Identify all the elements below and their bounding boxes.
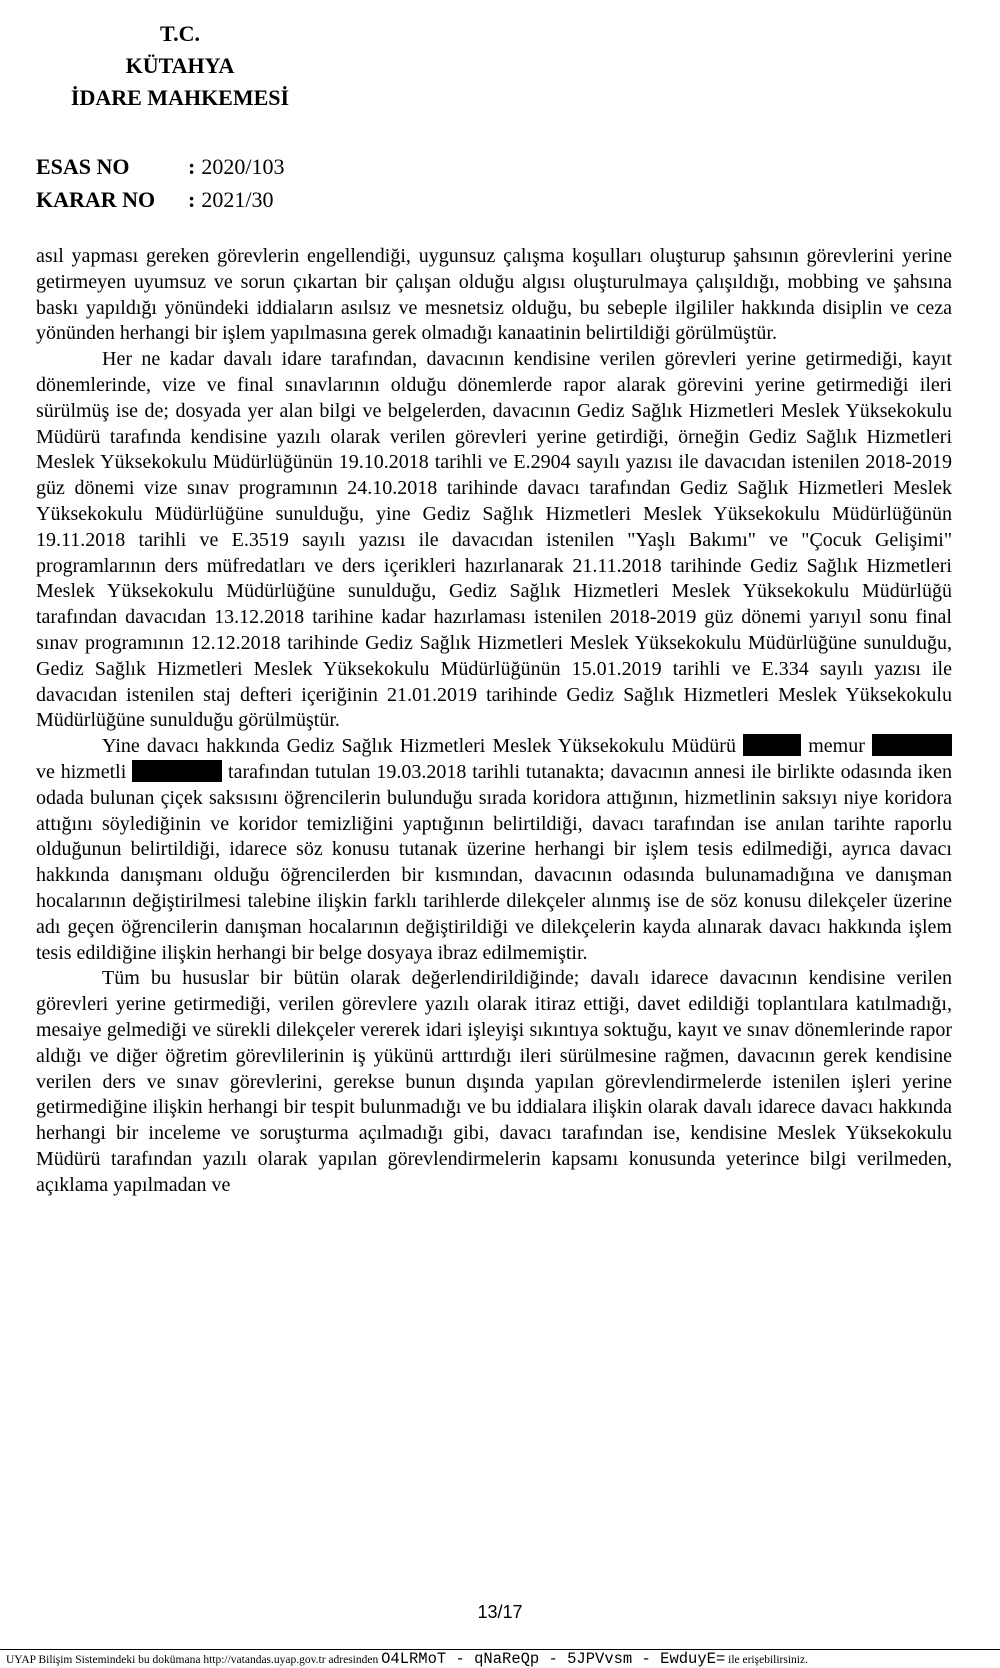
header-tc: T.C. — [160, 21, 200, 46]
paragraph-1: asıl yapması gereken görevlerin engellendiği, uygunsuz çalışma koşulları oluşturup şahsının görevlerini yerine getirmeyen uyumsuz ve sorun çıkartan bir çalışan olduğu algısı oluşturulmaya çalışıldığı, mobbing ve şahsına baskı yapıldığı yönündeki iddiaların asılsız ve mesnetsiz olduğu, bu sebeple ilgililer hakkında disiplin ve ceza yönünden herhangi bir işlem yapılmasına gerek olmadığı kanaatinin belirtildiği görülmüştür. — [36, 245, 952, 345]
paragraph-3 — [36, 734, 952, 966]
footer — [6, 1651, 808, 1668]
karar-value: 2021/30 — [201, 187, 274, 212]
footer-suffix: ile erişebilirsiniz. — [728, 1654, 808, 1666]
paragraph-3-part-a: Yine davacı hakkında Gediz Sağlık Hizmetleri Meslek Yüksekokulu Müdürü — [102, 735, 736, 758]
header-court: İDARE MAHKEMESİ — [70, 85, 290, 110]
header-city: KÜTAHYA — [125, 53, 235, 78]
paragraph-2: Her ne kadar davalı idare tarafından, davacının kendisine verilen görevleri yerine getirmediği, kayıt dönemlerinde, vize ve final sınavlarının olduğu dönemlerde rapor alarak görevini yerine getirmediği ileri sürülmüş ise de; dosyada yer alan bilgi ve belgelerden, davacının Gediz Sağlık Hizmetleri Meslek Yüksekokulu Müdürü tarafında kendisine yazılı olarak verilen görevleri yerine getirdiği, örneğin Gediz Sağlık Hizmetleri Meslek Yüksekokulu Müdürlüğünün 19.10.2018 tarihli ve E.2904 sayılı yazısı ile davacıdan istenilen 2018-2019 güz dönemi vize sınav programının 24.10.2018 tarihinde davacı tarafından Gediz Sağlık Hizmetleri Meslek Yüksekokulu Müdürlüğüne sunulduğu, yine Gediz Sağlık Hizmetleri Meslek Yüksekokulu Müdürlüğünün 19.11.2018 tarihli ve E.3519 sayılı yazısı ile davacıdan istenilen "Yaşlı Bakımı" ve "Çocuk Gelişimi" programlarının ders müfredatları ve ders içerikleri hazırlanarak 21.11.2018 tarihinde Gediz Sağlık Hizmetleri Meslek Yüksekokulu Müdürlüğüne sunulduğu, Gediz Sağlık Hizmetleri Meslek Yüksekokulu Müdürlüğü tarafından davacıdan 13.12.2018 tarihine kadar hazırlaması istenilen 2018-2019 güz dönemi yarıyıl sonu final sınav programının 12.12.2018 tarihinde Gediz Sağlık Hizmetleri Meslek Yüksekokulu Müdürlüğüne sunulduğu, Gediz Sağlık Hizmetleri Meslek Yüksekokulu Müdürlüğünün 15.01.2019 tarihli ve E.334 sayılı yazısı ile davacıdan istenilen staj defteri içeriğinin 21.01.2019 tarihinde Gediz Sağlık Hizmetleri Meslek Yüksekokulu Müdürlüğüne sunulduğu görülmüştür. — [36, 348, 952, 732]
court-header — [60, 18, 300, 114]
redaction-block — [872, 734, 952, 756]
esas-label: ESAS NO — [36, 154, 130, 179]
karar-colon: : — [188, 187, 196, 212]
redaction-block — [132, 760, 222, 782]
karar-label: KARAR NO — [36, 187, 156, 212]
footer-prefix: UYAP Bilişim Sistemindeki bu dokümana http://vatandas.uyap.gov.tr adresinden — [6, 1654, 379, 1666]
verification-code: O4LRMoT - qNaReQp - 5JPVvsm - EwduyE= — [381, 1650, 726, 1668]
paragraph-3-part-d: tarafından tutulan 19.03.2018 tarihli tutanakta; davacının annesi ile birlikte odasında iken odada bulunan çiçek saksısını öğrencilerin bulunduğu sırada koridora attığının, hizmetlinin saksıyı niye koridora attığını söylediğinin ve koridor temizliğini yaptığının belirtildiği, davacı tarafından ise anılan tarihte raporlu olduğunun belirtildiği, idarece söz konusu tutanak üzerine herhangi bir işlem tesis edilmediği, ayrıca davacı hakkında danışmanı olduğu öğrencilerden bir kısmından, davacının odasında bulunamadığına ve danışman hocalarının değiştirilmesi talebine ilişkin farklı tarihlerde dilekçeler alınmış ise de söz konusu dilekçeler üzerine adı geçen öğrencilerin danışman hocalarının değiştirildiği ve dilekçelerin kayda alınarak davacı hakkında işlem tesis edildiğine ilişkin herhangi bir belge dosyaya ibraz edilmemiştir. — [36, 760, 953, 964]
document-body — [36, 244, 952, 1198]
paragraph-3-part-c: ve hizmetli — [36, 760, 127, 783]
case-meta — [36, 150, 284, 216]
esas-value: 2020/103 — [201, 154, 285, 179]
redaction-block — [743, 734, 801, 756]
paragraph-3-part-b: memur — [808, 735, 865, 758]
paragraph-4: Tüm bu hususlar bir bütün olarak değerlendirildiğinde; davalı idarece davacının kendisine verilen görevleri yerine getirmediği, verilen görevlere yazılı olarak itiraz ettiği, davet edildiği toplantılara katılmadığı, mesaiye gelmediği ve sürekli dilekçeler vererek idari işleyişi sıkıntıya soktuğu, kayıt ve sınav dönemlerinde rapor aldığı ve diğer öğretim görevlilerinin iş yükünü arttırdığı ileri sürülmesine rağmen, davacının gerek kendisine verilen ders ve sınav görevlerini, gerekse bunun dışında yapılan görevlendirmelerde istenilen işleri yerine getirmediğine ilişkin herhangi bir tespit bulunmadığı ve bu iddialara ilişkin olarak davalı idarece davacı hakkında herhangi bir inceleme ve soruşturma açılmadığı gibi, davacı tarafından ise, kendisine Meslek Yüksekokulu Müdürü tarafından yazılı olarak yapılan görevlendirmelerin kapsamı konusunda yeterince bilgi verilmeden, açıklama yapılmadan ve — [36, 967, 952, 1196]
esas-colon: : — [188, 154, 196, 179]
page-number: 13/17 — [477, 1602, 523, 1622]
esas-row — [36, 150, 284, 183]
karar-row — [36, 183, 284, 216]
